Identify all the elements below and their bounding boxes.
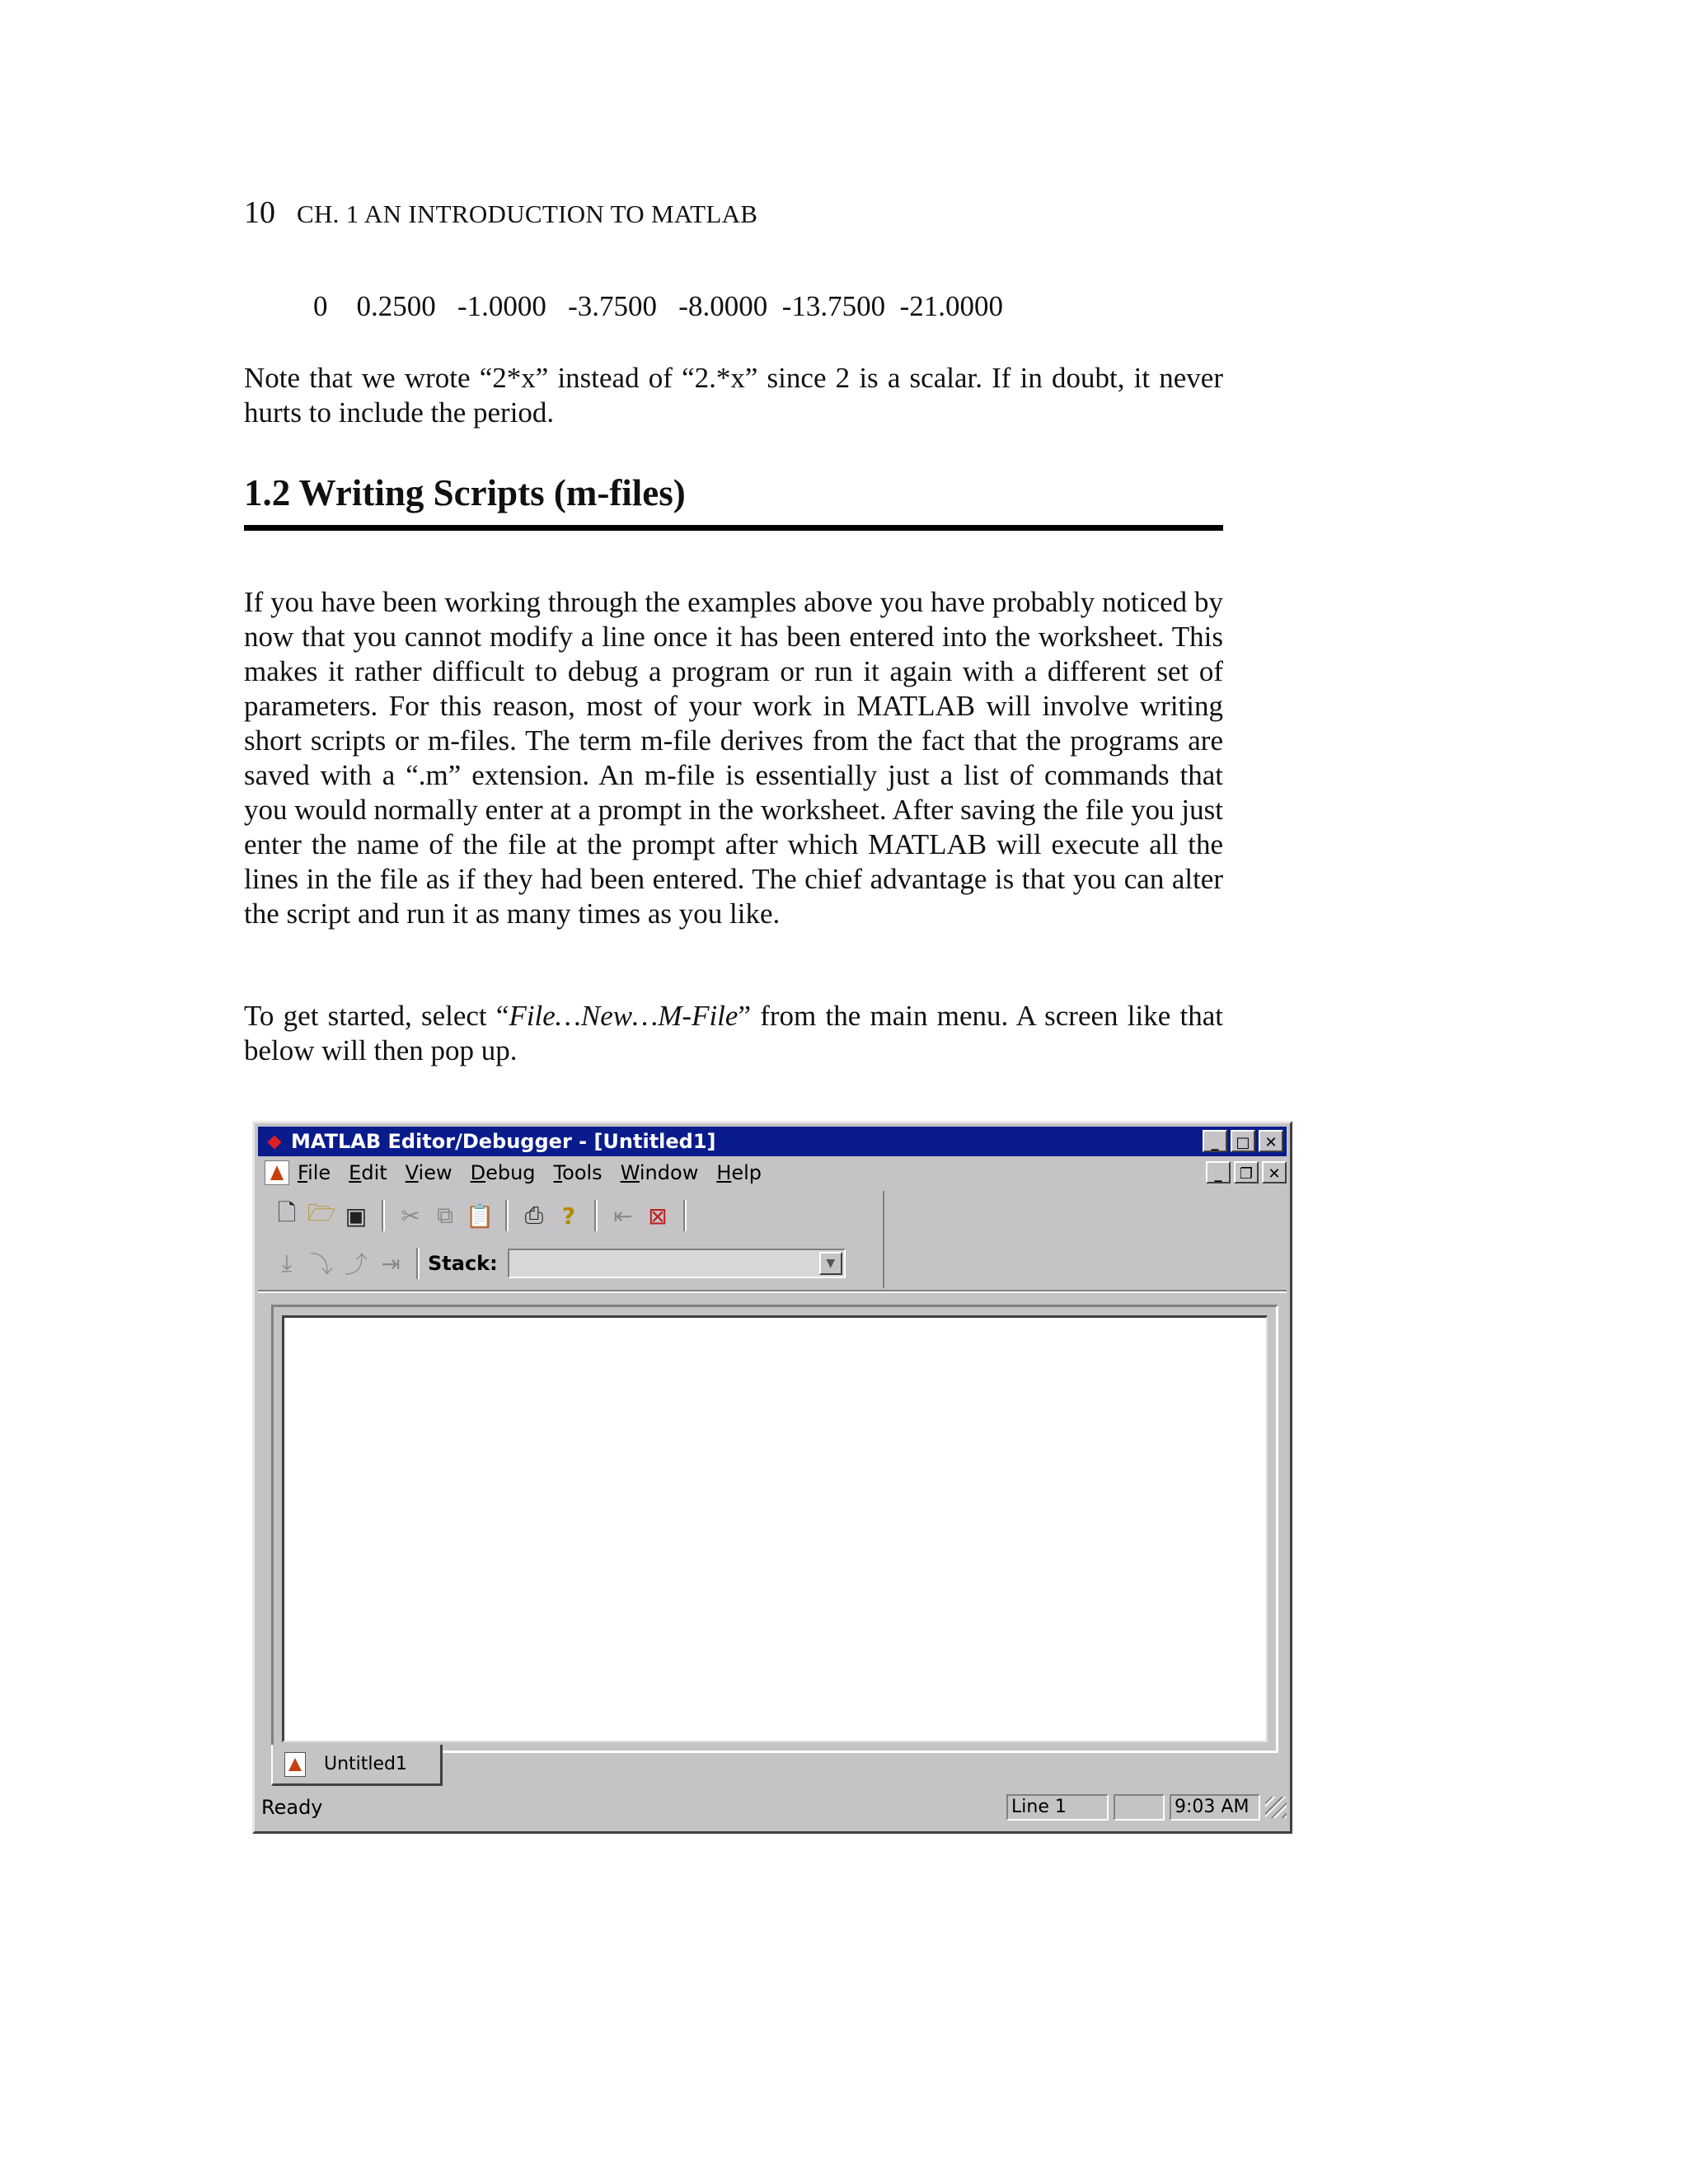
doc-close-button[interactable]: ✕ [1262,1161,1287,1183]
cut-icon[interactable]: ✂ [401,1202,420,1230]
toolbar [258,1191,884,1288]
menu-bar [258,1158,1287,1188]
menu-edit[interactable]: Edit [349,1161,387,1184]
chapter-title: CH. 1 AN INTRODUCTION TO MATLAB [297,199,758,228]
page-header [244,194,757,236]
status-line: Line 1 [1006,1794,1109,1821]
note-paragraph: Note that we wrote “2*x” instead of “2.*x” since 2 is a scalar. If in doubt, it never hurts to include the period. [244,362,1223,429]
tab-untitled1[interactable] [271,1745,443,1786]
menu-tools[interactable]: Tools [553,1161,603,1184]
matlab-window-icon[interactable] [263,1131,284,1152]
save-icon[interactable]: ▣ [345,1202,368,1230]
menu-debug[interactable]: Debug [470,1161,536,1184]
m-file-icon [284,1752,306,1777]
output-values: 0 0.2500 -1.0000 -3.7500 -8.0000 -13.7500 -21.0000 [313,290,1004,322]
section-rule [244,525,1223,531]
page-number: 10 [244,195,275,230]
step-icon[interactable]: ⤓ [281,1249,293,1277]
menu-path-emphasis: File…New…M-File [509,1000,738,1032]
status-column [1114,1794,1165,1821]
print-icon[interactable]: ⎙ [524,1202,544,1229]
new-file-icon[interactable]: 🗋 [277,1199,297,1226]
body-paragraph: If you have been working through the examples above you have probably noticed by now that you cannot modify a line once it has been entered into the worksheet. This makes it rather difficult to debug a program or run it again with a different set of parameters. For this reason, most of your work in MATLAB will involve writing short scripts or m-files. The term m-file derives from the fact that the programs are saved with a “.m” extension. An m-file is essentially just a list of commands that you would normally enter at a prompt in the worksheet. After saving the file you just enter the name of the file at the prompt after which MATLAB will execute all the lines in the file as if they had been entered. The chief advantage is that you can alter the script and run it as many times as you like. [244,586,1223,930]
doc-restore-button[interactable]: ❐ [1234,1161,1259,1183]
chevron-down-icon[interactable]: ▼ [819,1252,842,1275]
close-button[interactable]: ✕ [1259,1130,1283,1152]
status-time: 9:03 AM [1170,1794,1260,1821]
editor-text-area[interactable] [282,1315,1268,1742]
menu-file[interactable]: File [298,1161,331,1184]
paste-icon[interactable]: 📋 [465,1202,495,1230]
instruction-paragraph [244,999,1223,1068]
matlab-editor-window [252,1121,1292,1834]
copy-icon[interactable]: ⧉ [437,1202,453,1229]
step-in-icon[interactable]: ⤵ [309,1251,333,1278]
toolbar-divider [258,1290,1287,1293]
open-folder-icon[interactable]: 🗁 [307,1199,336,1226]
section-heading: 1.2 Writing Scripts (m-files) [244,472,686,513]
stack-dropdown[interactable] [508,1249,846,1278]
menu-window[interactable]: Window [620,1161,699,1184]
editor-frame [271,1305,1278,1753]
window-title: MATLAB Editor/Debugger - [Untitled1] [291,1130,716,1153]
help-icon[interactable]: ? [561,1202,576,1230]
status-bar [258,1789,1287,1825]
status-ready: Ready [261,1796,323,1819]
instruction-text-end: ” from the main menu. A screen like that below will then pop up. [244,1000,1223,1066]
continue-icon[interactable]: ⇥ [381,1249,401,1277]
menu-help[interactable]: Help [716,1161,762,1184]
maximize-button[interactable]: □ [1231,1130,1255,1152]
title-bar[interactable] [258,1127,1287,1156]
minimize-button[interactable]: _ [1203,1130,1227,1152]
doc-minimize-button[interactable]: _ [1206,1161,1231,1183]
breakpoint-icon[interactable]: ⇤ [613,1202,633,1230]
menu-view[interactable]: View [405,1161,452,1184]
resize-grip-icon[interactable] [1265,1797,1287,1818]
step-out-icon[interactable]: ⤴ [344,1251,368,1278]
clear-breakpoints-icon[interactable]: ⊠ [648,1202,668,1230]
instruction-text-start: To get started, select “ [244,1000,509,1032]
tab-label: Untitled1 [324,1754,408,1774]
document-icon[interactable] [265,1160,289,1185]
stack-label: Stack: [428,1252,498,1275]
